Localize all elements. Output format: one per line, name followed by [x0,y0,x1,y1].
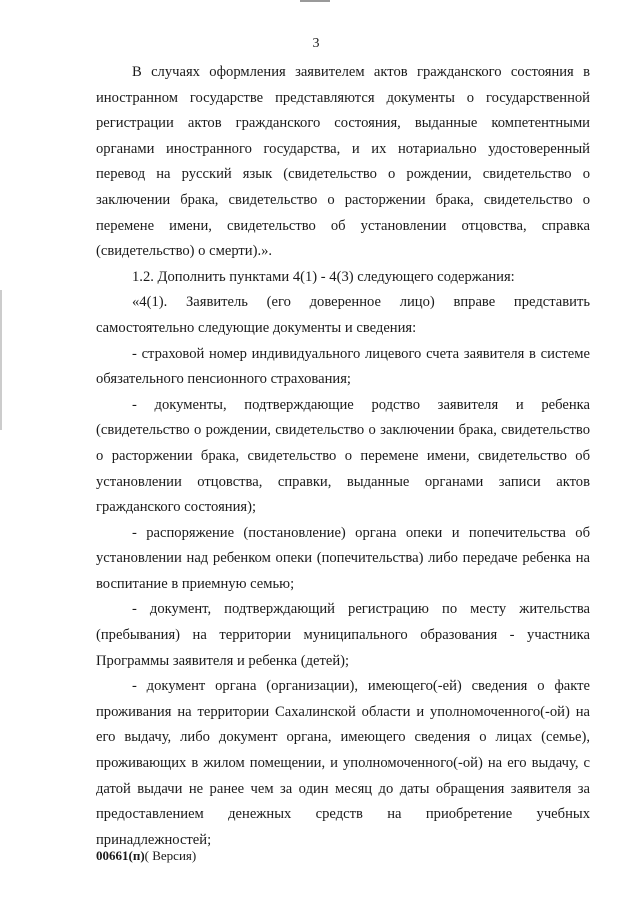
document-body [96,60,590,853]
list-item-guardianship-order: - распоряжение (постановление) органа опеки и попечительства об установлении над ребенком опеки (попечительства) либо передаче ребенка на воспитание в приемную семью; [96,524,590,592]
paragraph-foreign-acts: В случаях оформления заявителем актов гражданского состояния в иностранном государстве представляются документы о государственной регистрации актов гражданского состояния, выданные компетентными органами иностранного государства, и их нотариально удостоверенный перевод на русский язык (свидетельство о рождении, свидетельство о заключении брака, свидетельство о расторжении брака, свидетельство о перемене имени, свидетельство об установлении отцовства, справка (свидетельство) о смерти).». [96,64,590,260]
paragraph-clause-1-2: 1.2. Дополнить пунктами 4(1) - 4(3) следующего содержания: [132,268,515,285]
document-footer [96,848,196,864]
scan-artifact-top [300,0,330,2]
page-number: 3 [312,36,320,51]
scan-artifact-left [0,290,2,430]
list-item-registration-document: - документ, подтверждающий регистрацию по месту жительства (пребывания) на территории муниципального образования - участника Программы заявителя и ребенка (детей); [96,601,590,669]
list-item-residence-document: - документ органа (организации), имеющего(-ей) сведения о факте проживания на территории Сахалинской области и уполномоченного(-ой) на его выдачу, либо документ органа, имеющего сведения о лицах (семье), проживающих в жилом помещении, и уполномоченного(-ой) на его выдачу, с датой выдачи не ранее чем за один месяц до даты обращения заявителя за предоставлением денежных средств на приобретение учебных принадлежностей; [96,678,590,848]
document-code: 00661(п) [96,848,145,863]
paragraph-clause-4-1: «4(1). Заявитель (его доверенное лицо) вправе представить самостоятельно следующие документы и сведения: [96,294,590,336]
list-item-snils: - страховой номер индивидуального лицевого счета заявителя в системе обязательного пенсионного страхования; [96,345,590,388]
list-item-kinship-documents: - документы, подтверждающие родство заявителя и ребенка (свидетельство о рождении, свидетельство о заключении брака, свидетельство о расторжении брака, свидетельство о перемене имени, свидетельство об установлении отцовства, справки, выданные органами записи актов гражданского состояния); [96,396,590,516]
document-version: ( Версия) [144,848,197,863]
